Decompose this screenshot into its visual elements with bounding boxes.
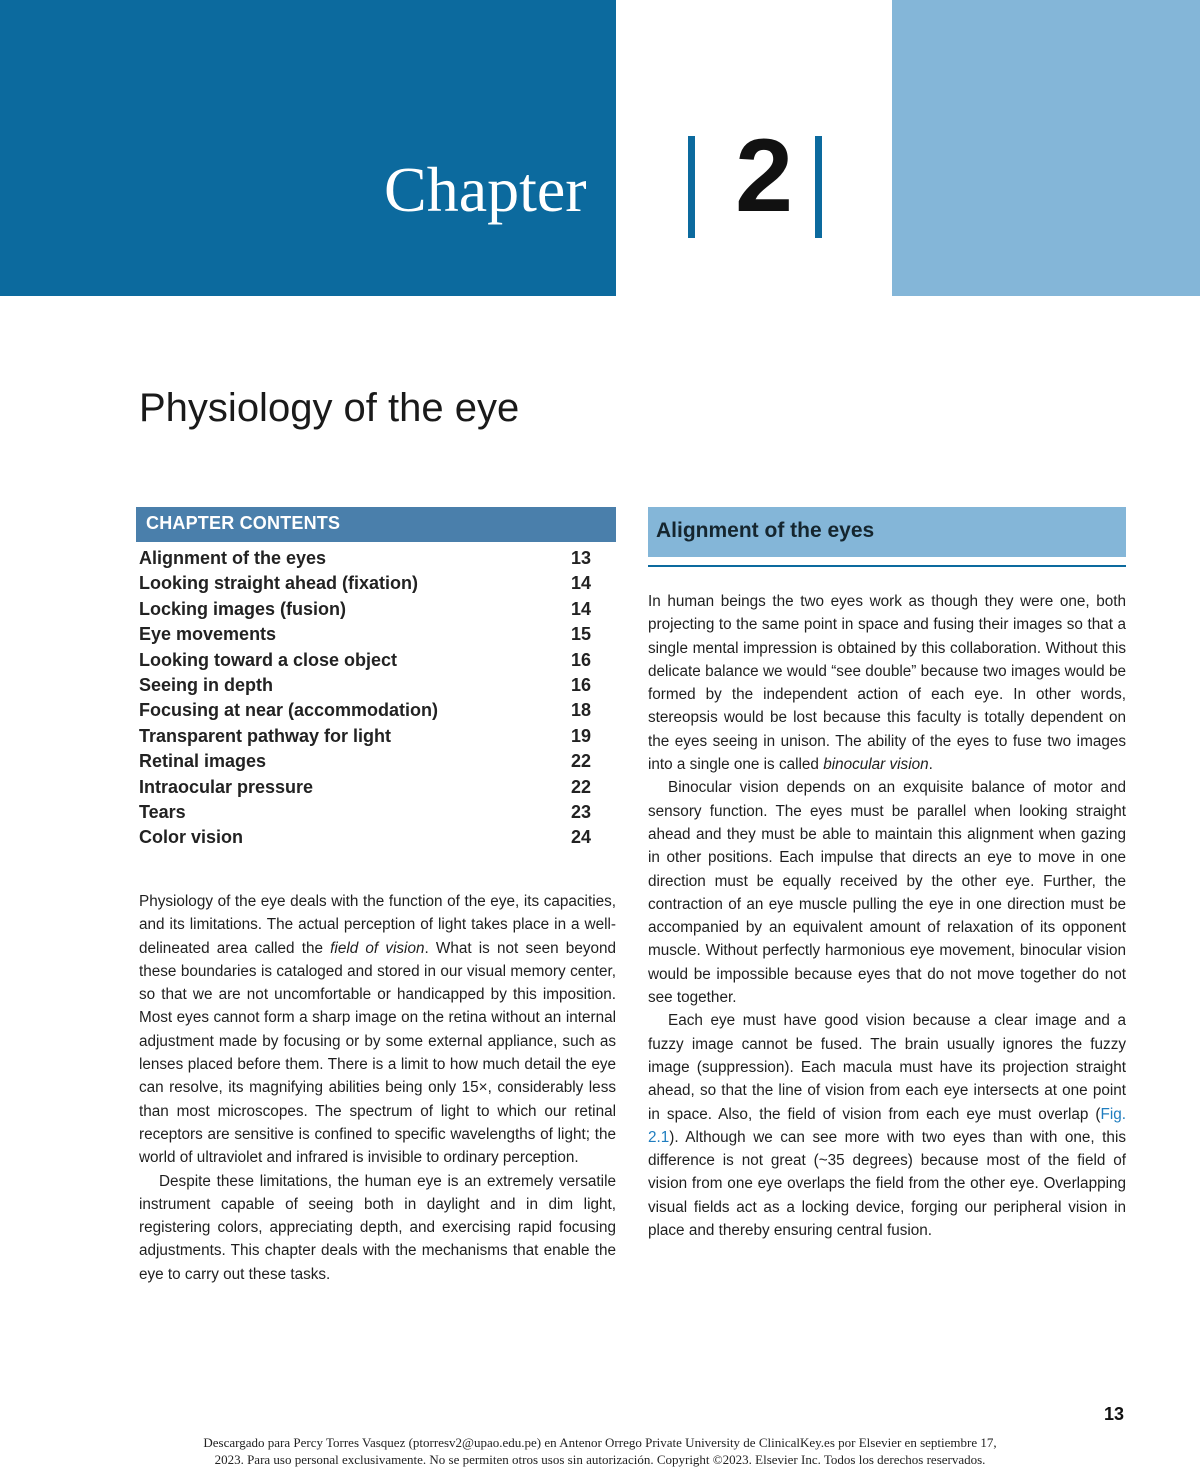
chapter-label: Chapter xyxy=(384,154,587,225)
section-text-run: Each eye must have good vision because a clear image and a fuzzy image cannot be fused. The brain usually ignores the fuzzy image (suppression). Each macula must have its projection straight ahead, so that the line of vision from each eye intersects at one point in space. Also, the field of vision from each eye must overlap ( xyxy=(648,1012,1126,1123)
contents-item-label: Looking straight ahead (fixation) xyxy=(139,573,419,594)
intro-text-run: . What is not seen beyond these boundaries is cataloged and stored in our visual memory center, so that we are not uncomfortable or handicapped by this imposition. Most eyes cannot form a sharp image on the retina without an internal adjustment made by focusing or by some external appliance, such as lenses placed before them. There is a limit to how much detail the eye can resolve, its magnifying abilities being only 15×, considerably less than most microscopes. The spectrum of light to which our retinal receptors are sensitive is confined to specific wavelengths of light; the world of ultraviolet and infrared is invisible to ordinary perception. xyxy=(139,939,616,1167)
contents-item-label: Eye movements xyxy=(139,624,277,645)
term-binocular-vision: binocular vision xyxy=(823,756,929,774)
section-text-run: ). Although we can see more with two eyes than with one, this difference is not great (~35 degrees) because most of the field of vision from one eye overlaps the field from the other eye. Overlapping visual fields act as a locking device, forging our peripheral vision in place and thereby ensuring central fusion. xyxy=(648,1128,1126,1240)
contents-item-label: Looking toward a close object xyxy=(139,649,398,670)
contents-item-page: 24 xyxy=(570,827,591,848)
contents-item-page: 16 xyxy=(570,674,591,695)
contents-item[interactable] xyxy=(139,673,591,698)
section-text xyxy=(648,590,1126,1242)
contents-item[interactable] xyxy=(139,749,591,774)
section-rule xyxy=(648,565,1126,567)
intro-paragraph xyxy=(139,890,616,1170)
section-text-run: In human beings the two eyes work as though they were one, both projecting to the same point in space and fusing their images so that a single mental impression is obtained by this collaboration. Without this delicate balance we would “see double” because two images would be formed by the independent action of each eye. In other words, stereopsis would be lost because this faculty is totally dependent on the eyes seeing in unison. The ability of the eyes to fuse two images into a single one is called xyxy=(648,593,1126,774)
header-band-dark xyxy=(0,0,616,296)
section-paragraph xyxy=(648,590,1126,776)
contents-item-page: 16 xyxy=(570,649,591,670)
contents-item-page: 23 xyxy=(570,801,591,822)
contents-item[interactable] xyxy=(139,622,591,647)
contents-item-page: 22 xyxy=(570,751,591,772)
contents-item-label: Locking images (fusion) xyxy=(139,598,347,619)
chapter-number: 2 xyxy=(735,118,793,234)
contents-item-page: 18 xyxy=(570,700,591,721)
contents-heading: CHAPTER CONTENTS xyxy=(136,507,616,542)
intro-paragraph: Despite these limitations, the human eye is an extremely versatile instrument capable of seeing both in daylight and in dim light, registering colors, appreciating depth, and exercising rapid focusing adjustments. This chapter deals with the mechanisms that enable the eye to carry out these tasks. xyxy=(139,1172,616,1283)
contents-item-page: 19 xyxy=(570,725,591,746)
contents-item[interactable] xyxy=(139,597,591,622)
contents-item-page: 14 xyxy=(570,598,591,619)
page-number: 13 xyxy=(1103,1404,1124,1424)
contents-item-label: Alignment of the eyes xyxy=(139,548,327,568)
contents-item[interactable] xyxy=(139,724,591,749)
contents-item-page: 22 xyxy=(570,776,591,797)
contents-item[interactable] xyxy=(139,698,591,723)
footer-line: Descargado para Percy Torres Vasquez (ptorresv2@upao.edu.pe) en Antenor Orrego Private University de ClinicalKey.es por Elsevier en septiembre 17, xyxy=(203,1435,997,1450)
intro-text-run: Physiology of the eye deals with the function of the eye, its capacities, and its limitations. The actual perception of light takes place in a well-delineated area called the xyxy=(139,893,616,957)
contents-item[interactable] xyxy=(139,825,591,850)
chapter-bar-left xyxy=(688,136,695,238)
contents-item[interactable] xyxy=(139,800,591,825)
section-paragraph xyxy=(648,1009,1126,1242)
contents-item[interactable] xyxy=(139,648,591,673)
contents-item-page: 14 xyxy=(570,573,591,594)
contents-item[interactable] xyxy=(139,775,591,800)
contents-item-label: Intraocular pressure xyxy=(139,776,314,797)
contents-item-label: Transparent pathway for light xyxy=(139,725,392,746)
contents-item[interactable] xyxy=(139,571,591,596)
contents-item-label: Retinal images xyxy=(139,751,267,772)
contents-item-label: Color vision xyxy=(139,827,244,848)
contents-item-label: Tears xyxy=(139,801,186,822)
contents-item-label: Focusing at near (accommodation) xyxy=(139,700,439,721)
contents-item-page: 15 xyxy=(570,624,591,645)
contents-item-label: Seeing in depth xyxy=(139,674,274,695)
intro-text xyxy=(139,890,616,1286)
section-heading: Alignment of the eyes xyxy=(648,507,1126,557)
footer-line: 2023. Para uso personal exclusivamente. No se permiten otros usos sin autorización. Copyright ©2023. Elsevier Inc. Todos los derechos reservados. xyxy=(214,1452,986,1467)
page-title: Physiology of the eye xyxy=(139,386,520,430)
section-text-run: . xyxy=(928,756,933,774)
header-band-light xyxy=(892,0,1200,296)
figure-link[interactable]: Fig. 2.1 xyxy=(648,1105,1126,1146)
term-field-of-vision: field of vision xyxy=(330,939,425,957)
chapter-bar-right xyxy=(815,136,822,238)
contents-list xyxy=(139,546,591,851)
download-footer xyxy=(100,1434,1100,1468)
contents-item[interactable] xyxy=(139,546,591,571)
contents-item-page: 13 xyxy=(570,548,591,568)
section-paragraph: Binocular vision depends on an exquisite balance of motor and sensory function. The eyes must be parallel when looking straight ahead and they must be able to maintain this alignment when gazing in other positions. Each impulse that directs an eye to move in one direction must be equally received by the other eye. Further, the contraction of an eye muscle pulling the eye in one direction must be accompanied by an equivalent amount of relaxation of its opponent muscle. Without perfectly harmonious eye movement, binocular vision would be impossible because eyes that do not move together do not see together. xyxy=(648,779,1126,1007)
